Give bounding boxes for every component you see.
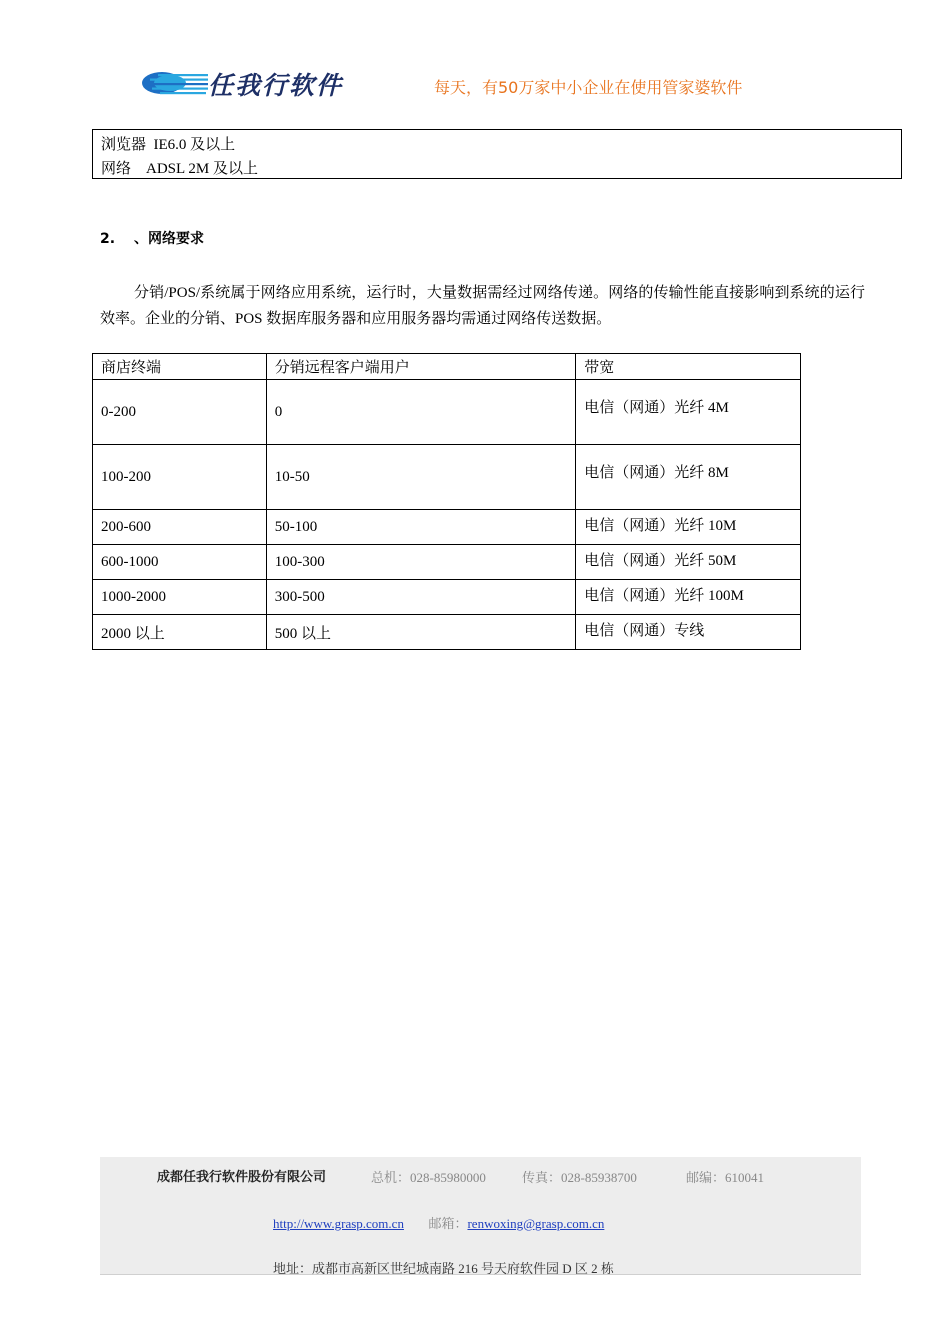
table-header-cell: 带宽 <box>576 354 801 380</box>
logo-swoosh-icon <box>140 68 210 98</box>
page-header <box>140 62 820 110</box>
table-cell: 500 以上 <box>266 615 576 650</box>
bandwidth-table <box>92 353 801 650</box>
footer-phone: 总机：028-85980000 <box>371 1170 486 1185</box>
footer-email-label: 邮箱： <box>428 1216 468 1231</box>
section-title: 、网络要求 <box>134 231 204 247</box>
table-cell: 0-200 <box>93 380 267 445</box>
table-cell: 10-50 <box>266 445 576 510</box>
footer-fax: 传真：028-85938700 <box>522 1170 637 1185</box>
spec-value: ADSL 2M 及以上 <box>146 161 258 177</box>
table-row <box>93 380 801 445</box>
footer-address: 地址：成都市高新区世纪城南路 216 号天府软件园 D 区 2 栋 <box>273 1261 614 1276</box>
table-row <box>93 545 801 580</box>
table-cell: 电信（网通）专线 <box>576 615 801 650</box>
table-cell: 2000 以上 <box>93 615 267 650</box>
spec-value: IE6.0 及以上 <box>153 137 236 153</box>
table-cell: 电信（网通）光纤 50M <box>576 545 801 580</box>
table-cell: 电信（网通）光纤 100M <box>576 580 801 615</box>
footer-postcode: 邮编：610041 <box>686 1170 765 1185</box>
spec-row-browser <box>101 133 901 157</box>
table-cell: 200-600 <box>93 510 267 545</box>
footer-website-link[interactable]: http://www.grasp.com.cn <box>273 1216 404 1231</box>
table-cell: 50-100 <box>266 510 576 545</box>
spec-label: 网络 <box>101 161 132 177</box>
footer-company-name: 成都任我行软件股份有限公司 <box>157 1170 327 1185</box>
table-row <box>93 510 801 545</box>
company-logo-text: 任我行软件 <box>208 71 344 100</box>
table-row <box>93 615 801 650</box>
spec-row-network <box>101 157 901 181</box>
table-cell: 电信（网通）光纤 10M <box>576 510 801 545</box>
table-cell: 电信（网通）光纤 8M <box>576 445 801 510</box>
spec-label: 浏览器 <box>101 137 147 153</box>
table-cell: 1000-2000 <box>93 580 267 615</box>
table-row <box>93 445 801 510</box>
table-cell: 电信（网通）光纤 4M <box>576 380 801 445</box>
header-slogan: 每天，有50万家中小企业在使用管家婆软件 <box>434 78 743 97</box>
section-paragraph: 分销/POS/系统属于网络应用系统，运行时，大量数据需经过网络传递。网络的传输性能直接影响到系统的运行效率。企业的分销、POS 数据库服务器和应用服务器均需通过网络传送数据。 <box>100 285 865 327</box>
requirements-box <box>92 129 902 179</box>
table-cell: 600-1000 <box>93 545 267 580</box>
page-footer <box>100 1157 861 1275</box>
table-cell: 300-500 <box>266 580 576 615</box>
section-number: 2. <box>100 231 116 247</box>
table-header-row <box>93 354 801 380</box>
table-header-cell: 商店终端 <box>93 354 267 380</box>
table-row <box>93 580 801 615</box>
table-cell: 100-300 <box>266 545 576 580</box>
table-header-cell: 分销远程客户端用户 <box>266 354 576 380</box>
table-cell: 0 <box>266 380 576 445</box>
footer-email-link[interactable]: renwoxing@grasp.com.cn <box>467 1216 605 1231</box>
table-cell: 100-200 <box>93 445 267 510</box>
section-heading <box>100 228 204 248</box>
